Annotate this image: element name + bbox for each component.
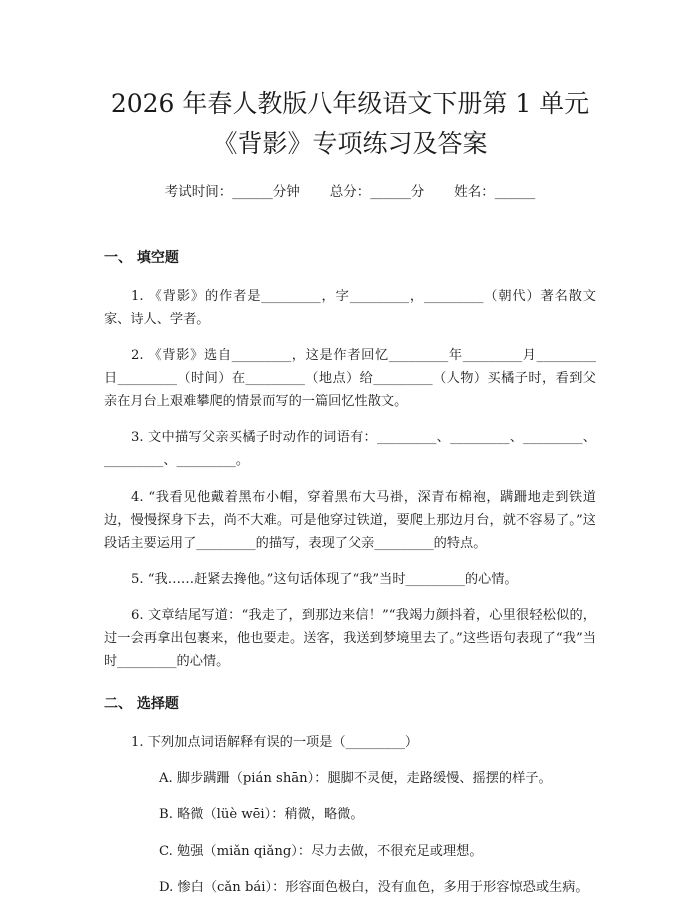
choice-option-c: C. 勉强（miǎn qiǎng）：尽力去做，不很充足或理想。 [159,843,483,859]
choice-option-a: A. 脚步蹒跚（pián shān）：腿脚不灵便，走路缓慢、摇摆的样子。 [159,771,552,787]
fill-question-2: 2. 《背影》选自_________，这是作者回忆_________年_________月_________日_________（时间）在_________（地点）给_________（人物）买橘子时，看到父亲在月台上艰难攀爬的情景而写的一篇回忆性散文。 [104,348,596,410]
section-heading-fill-in: 一、 填空题 [104,250,179,266]
fill-question-3: 3. 文中描写父亲买橘子时动作的词语有：_________、_________、_________、_________、_________。 [104,430,596,469]
document-title [104,0,596,164]
section-heading-choice: 二、 选择题 [104,695,179,712]
exam-meta [104,182,596,202]
fill-question-5: 5. “我……赶紧去搀他。”这句话体现了“我”当时_________的心情。 [131,571,518,587]
title-line-1: 2026 年春人教版八年级语文下册第 1 单元 [110,89,590,118]
fill-question-1: 1. 《背影》的作者是_________，字_________，_________（朝代）著名散文家、诗人、学者。 [104,289,596,327]
exam-time: 考试时间：______分钟 [164,184,300,200]
fill-question-4: 4. “我看见他戴着黑布小帽，穿着黑布大马褂，深青布棉袍，蹒跚地走到铁道边，慢慢探身下去，尚不大难。可是他穿过铁道，要爬上那边月台，就不容易了。”这段话主要运用了_________的描写，表现了父亲_________的特点。 [104,489,596,551]
choice-question-1: 1. 下列加点词语解释有误的一项是（_________） [131,734,419,750]
fill-question-6: 6. 文章结尾写道：“我走了，到那边来信！”“我竭力颜抖着，心里很轻松似的，过一会再拿出包裹来，他也要走。送客，我送到梦境里去了。”这些语句表现了“我”当时_________的心情。 [104,607,596,669]
choice-option-d: D. 惨白（cǎn bái）：形容面色极白，没有血色，多用于形容惊恐或生病。 [159,879,589,895]
choice-option-b: B. 略微（lüè wēi）：稍微，略微。 [159,807,364,823]
exam-name: 姓名：______ [454,184,536,200]
title-line-2: 《背影》专项练习及答案 [212,129,488,158]
exam-score: 总分：______分 [329,184,425,200]
